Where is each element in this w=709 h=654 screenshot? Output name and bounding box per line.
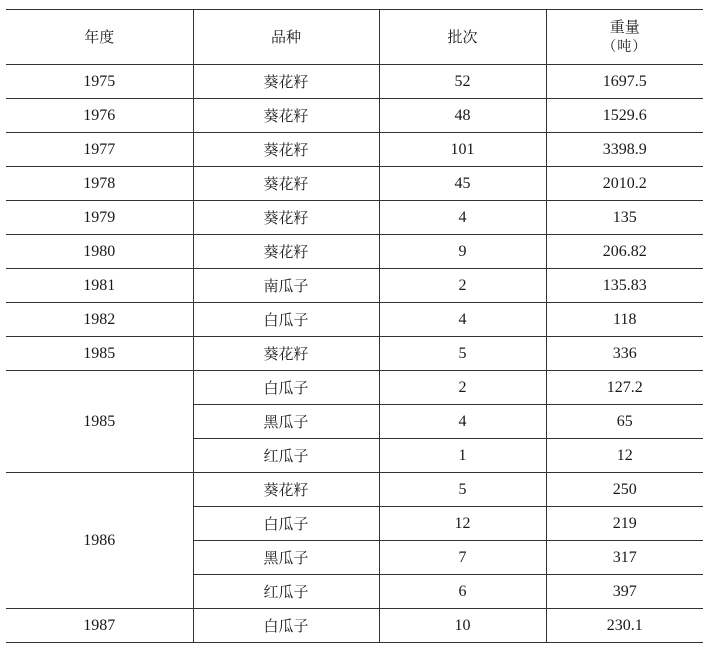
cell-year: 1987	[6, 609, 193, 643]
cell-variety: 葵花籽	[193, 473, 379, 507]
table-row	[6, 371, 703, 405]
table-row	[6, 269, 703, 303]
cell-weight: 1529.6	[546, 99, 703, 133]
cell-variety: 南瓜子	[193, 269, 379, 303]
cell-batches: 10	[379, 609, 546, 643]
header-weight-label: 重量	[609, 18, 640, 36]
table-row	[6, 473, 703, 507]
cell-variety: 白瓜子	[193, 371, 379, 405]
cell-weight: 135	[546, 201, 703, 235]
table-row	[6, 303, 703, 337]
cell-batches: 6	[379, 575, 546, 609]
table-row	[6, 133, 703, 167]
cell-year: 1986	[6, 473, 193, 609]
cell-batches: 4	[379, 303, 546, 337]
cell-weight: 135.83	[546, 269, 703, 303]
cell-batches: 48	[379, 99, 546, 133]
cell-batches: 5	[379, 473, 546, 507]
cell-batches: 101	[379, 133, 546, 167]
cell-variety: 葵花籽	[193, 235, 379, 269]
table-row	[6, 201, 703, 235]
table-row	[6, 65, 703, 99]
cell-batches: 2	[379, 269, 546, 303]
table-row	[6, 167, 703, 201]
cell-variety: 葵花籽	[193, 201, 379, 235]
header-weight	[546, 10, 703, 65]
cell-weight: 317	[546, 541, 703, 575]
cell-batches: 45	[379, 167, 546, 201]
export-table	[6, 9, 703, 643]
cell-year: 1985	[6, 337, 193, 371]
cell-weight: 250	[546, 473, 703, 507]
cell-year: 1976	[6, 99, 193, 133]
cell-batches: 52	[379, 65, 546, 99]
cell-weight: 230.1	[546, 609, 703, 643]
cell-variety: 白瓜子	[193, 609, 379, 643]
cell-variety: 葵花籽	[193, 99, 379, 133]
cell-year: 1982	[6, 303, 193, 337]
cell-year: 1975	[6, 65, 193, 99]
cell-year: 1985	[6, 371, 193, 473]
header-variety: 品种	[193, 10, 379, 65]
cell-weight: 127.2	[546, 371, 703, 405]
table-row	[6, 99, 703, 133]
table-row	[6, 609, 703, 643]
cell-weight: 397	[546, 575, 703, 609]
cell-year: 1978	[6, 167, 193, 201]
cell-variety: 葵花籽	[193, 133, 379, 167]
cell-batches: 4	[379, 201, 546, 235]
table-header-row	[6, 10, 703, 65]
cell-weight: 206.82	[546, 235, 703, 269]
table-row	[6, 337, 703, 371]
cell-batches: 4	[379, 405, 546, 439]
table-row	[6, 235, 703, 269]
cell-year: 1977	[6, 133, 193, 167]
cell-weight: 12	[546, 439, 703, 473]
cell-year: 1981	[6, 269, 193, 303]
cell-weight: 2010.2	[546, 167, 703, 201]
cell-variety: 红瓜子	[193, 575, 379, 609]
cell-variety: 黑瓜子	[193, 405, 379, 439]
header-year: 年度	[6, 10, 193, 65]
cell-batches: 5	[379, 337, 546, 371]
cell-batches: 12	[379, 507, 546, 541]
cell-batches: 1	[379, 439, 546, 473]
cell-variety: 白瓜子	[193, 303, 379, 337]
cell-variety: 红瓜子	[193, 439, 379, 473]
header-weight-unit: （吨）	[602, 39, 648, 55]
cell-weight: 336	[546, 337, 703, 371]
cell-weight: 3398.9	[546, 133, 703, 167]
cell-weight: 1697.5	[546, 65, 703, 99]
cell-batches: 2	[379, 371, 546, 405]
cell-variety: 葵花籽	[193, 65, 379, 99]
cell-year: 1979	[6, 201, 193, 235]
header-batches: 批次	[379, 10, 546, 65]
cell-year: 1980	[6, 235, 193, 269]
cell-variety: 葵花籽	[193, 337, 379, 371]
cell-variety: 葵花籽	[193, 167, 379, 201]
cell-weight: 118	[546, 303, 703, 337]
cell-weight: 219	[546, 507, 703, 541]
cell-batches: 7	[379, 541, 546, 575]
cell-weight: 65	[546, 405, 703, 439]
cell-variety: 白瓜子	[193, 507, 379, 541]
cell-batches: 9	[379, 235, 546, 269]
cell-variety: 黑瓜子	[193, 541, 379, 575]
